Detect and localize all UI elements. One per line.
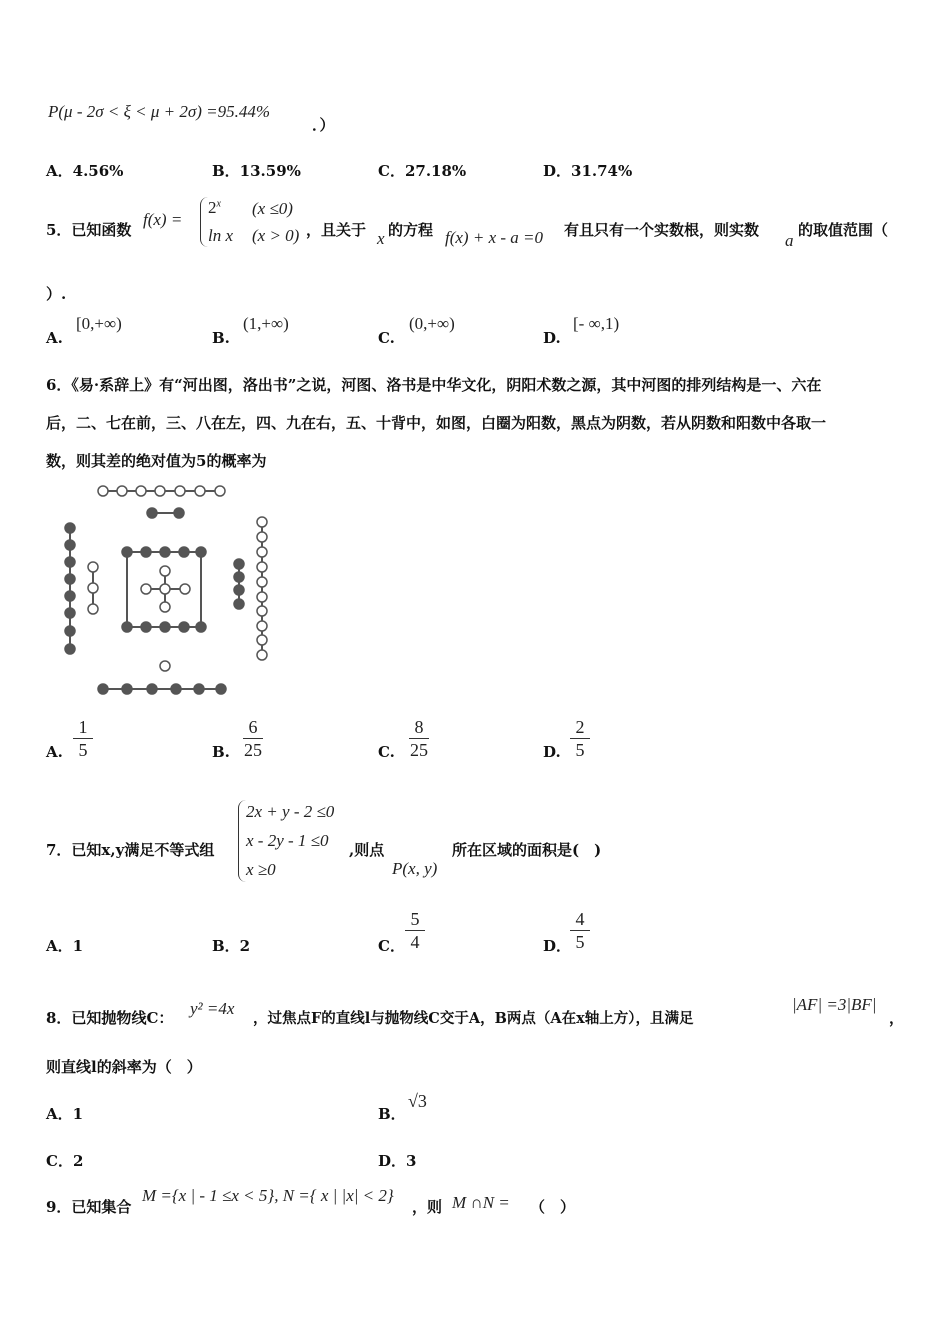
q5-option-d-value: [- ∞,1) xyxy=(573,314,620,333)
q8-prefix: 8．已知抛物线C： xyxy=(46,1009,174,1027)
q5-option-a-value: [0,+∞) xyxy=(76,314,122,333)
q6-option-d-letter: D. xyxy=(543,743,561,761)
q5-case2-cond: (x > 0) xyxy=(252,226,300,245)
q6-option-a-fraction: 1 5 xyxy=(71,717,95,760)
q5-option-c-letter: C. xyxy=(378,329,395,347)
q7-text-mid: ,则点 xyxy=(349,841,385,859)
q9-sets: M ={x | - 1 ≤x < 5}, N ={ x | |x| < 2} xyxy=(142,1186,394,1205)
black-dots xyxy=(65,508,244,694)
q7-inequality-3: x ≥0 xyxy=(246,860,276,879)
q7-option-b: B．2 xyxy=(212,937,251,955)
q7-option-c-fraction: 5 4 xyxy=(403,909,427,952)
q4-option-a: A．4.56% xyxy=(46,162,124,180)
q5-text-mid4: 的取值范围（ xyxy=(798,221,889,239)
hetu-diagram xyxy=(55,480,280,700)
q8-option-c: C．2 xyxy=(46,1152,84,1170)
q7-option-a: A．1 xyxy=(46,937,84,955)
q8-parabola: y² =4x xyxy=(190,999,235,1018)
q4-option-b: B．13.59% xyxy=(212,162,301,180)
q5-text-mid1: ，且关于 xyxy=(306,221,367,239)
probability-formula: P(μ - 2σ < ξ < μ + 2σ) =95.44% xyxy=(48,102,271,121)
q7-inequality-2: x - 2y - 1 ≤0 xyxy=(246,831,329,850)
q6-option-c-fraction: 8 25 xyxy=(410,717,428,760)
q4-option-d: D．31.74% xyxy=(543,162,633,180)
q5-prefix: 5．已知函数 xyxy=(46,221,132,239)
q8-option-d: D．3 xyxy=(378,1152,417,1170)
q6-option-b-letter: B. xyxy=(212,743,230,761)
q6-line2: 后，二、七在前，三、八在左，四、九在右，五、十背中，如图，白圈为阳数，黑点为阴数，若从阴数和阳数中各取一 xyxy=(46,414,827,432)
q5-tail: ）. xyxy=(46,285,67,303)
q5-case1-expr: 2$^x$ xyxy=(208,198,221,217)
q7-option-c: C． xyxy=(378,937,405,955)
q6-option-a-letter: A. xyxy=(46,743,63,761)
q5-option-c-value: (0,+∞) xyxy=(409,314,455,333)
q7-inequality-1: 2x + y - 2 ≤0 xyxy=(246,802,335,821)
q8-comma: ， xyxy=(889,1009,905,1027)
q5-option-a-letter: A. xyxy=(46,329,63,347)
q6-line3: 数，则其差的绝对值为5的概率为 xyxy=(46,452,267,470)
q5-option-b-letter: B. xyxy=(212,329,230,347)
q8-option-b-value: √3 xyxy=(408,1091,427,1111)
q8-condition: |AF| =3|BF| xyxy=(792,995,877,1014)
q8-text-mid: ，过焦点F的直线l与抛物线C交于A，B两点（A在x轴上方），且满足 xyxy=(253,1010,694,1027)
q5-case1-cond: (x ≤0) xyxy=(252,199,293,218)
q8-option-a: A．1 xyxy=(46,1105,84,1123)
q5-var-a: a xyxy=(785,231,794,250)
q7-point: P(x, y) xyxy=(392,859,438,878)
q4-option-c: C．27.18% xyxy=(378,162,467,180)
q5-piecewise-brace xyxy=(200,197,208,247)
q5-text-mid2: 的方程 xyxy=(388,221,434,239)
q6-option-c-letter: C. xyxy=(378,743,395,761)
q5-function-label: f(x) = xyxy=(143,210,183,229)
q9-tail: （ ） xyxy=(530,1198,576,1216)
q8-option-b: B． xyxy=(378,1105,406,1123)
q6-option-d-fraction: 2 5 xyxy=(568,717,592,760)
q5-option-d-letter: D. xyxy=(543,329,561,347)
q7-tail: 所在区域的面积是( ) xyxy=(452,841,602,859)
q5-text-mid3: 有且只有一个实数根，则实数 xyxy=(564,221,760,239)
q8-line2: 则直线l的斜率为（ ） xyxy=(46,1058,202,1076)
q5-equation: f(x) + x - a =0 xyxy=(445,228,543,247)
q5-option-b-value: (1,+∞) xyxy=(243,314,289,333)
q5-var-x: x xyxy=(377,229,385,248)
q7-option-d: D． xyxy=(543,937,572,955)
q6-option-b-fraction: 6 25 xyxy=(244,717,262,760)
q5-case2-expr: ln x xyxy=(208,226,234,245)
q7-prefix: 7．已知x,y满足不等式组 xyxy=(46,841,215,859)
q6-line1: 6．《易·系辞上》有“河出图，洛出书”之说，河图、洛书是中华文化，阴阳术数之源，其中河图的排列结构是一、六在 xyxy=(46,376,822,394)
q9-text-mid: ，则 xyxy=(412,1198,443,1216)
q7-option-d-fraction: 4 5 xyxy=(568,909,592,952)
q9-expression: M ∩N = xyxy=(452,1193,510,1212)
q9-prefix: 9．已知集合 xyxy=(46,1198,132,1216)
probability-tail: ．） xyxy=(312,116,335,134)
